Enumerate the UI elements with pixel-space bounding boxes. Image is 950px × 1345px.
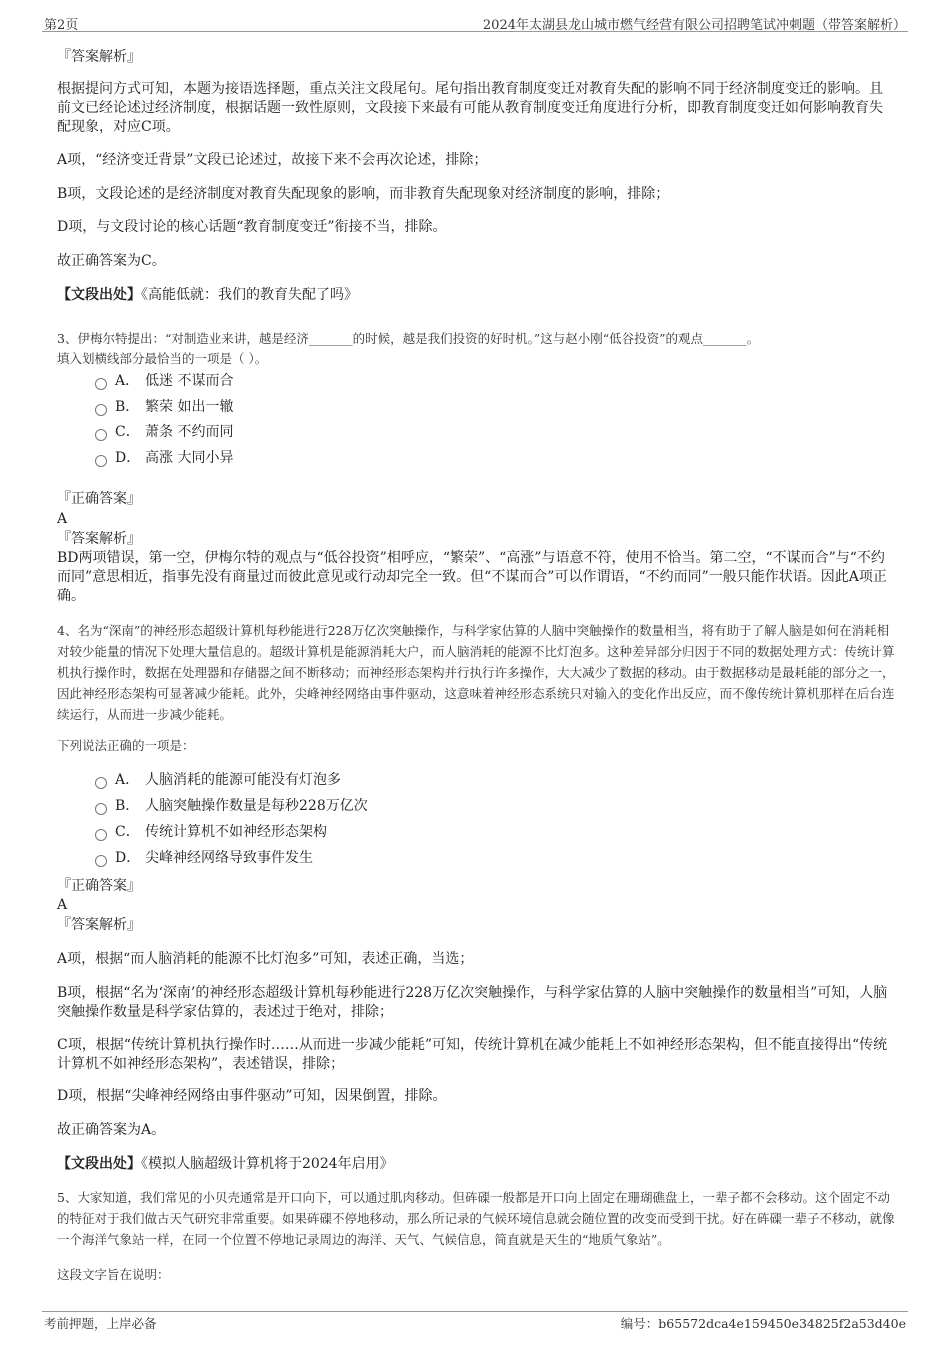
option-text: 低迷 不谋而合 [145, 373, 234, 389]
option-letter: A． [115, 772, 140, 788]
option-text: 萧条 不约而同 [145, 424, 234, 440]
radio-button[interactable] [95, 455, 107, 467]
option-text: 人脑突触操作数量是每秒228万亿次 [145, 798, 368, 814]
radio-button[interactable] [95, 803, 107, 815]
radio-button[interactable] [95, 404, 107, 416]
q2-analysis-option-b: B项，文段论述的是经济制度对教育失配现象的影响，而非教育失配现象对经济制度的影响，排除； [57, 186, 670, 202]
q3-option-d[interactable] [95, 448, 233, 468]
page-number: 第2页 [44, 18, 79, 33]
radio-button[interactable] [95, 378, 107, 390]
q4-option-d[interactable] [95, 848, 313, 868]
q4-stem: 4、名为“深南”的神经形态超级计算机每秒能进行228万亿次突触操作，与科学家估算的人脑中突触操作的数量相当，将有助于了解人脑是如何在消耗相对较少能量的情况下处理大量信息的。超级计算机是能源消耗大户，而人脑消耗的能源不比灯泡多。这种差异部分归因于不同的数据处理方式：传统计算机执行操作时，数据在处理器和存储器之间不断移动；而神经形态架构并行执行许多操作，大大减少了数据的移动。由于数据移动是最耗能的部分之一，因此神经形态架构可显著减少能耗。此外，尖峰神经网络由事件驱动，这意味着神经形态系统只对输入的变化作出反应，而不像传统计算机那样在后台连续运行，从而进一步减少能耗。 [57, 623, 895, 722]
q4-conclusion: 故正确答案为A。 [57, 1122, 166, 1138]
q3-stem: 3、伊梅尔特提出：“对制造业来讲，越是经济_______的时候，越是我们投资的好时机。”这与赵小刚“低谷投资”的观点_______。 [57, 331, 760, 346]
q4-option-b[interactable] [95, 796, 368, 816]
option-letter: D． [115, 450, 141, 466]
option-letter: A． [115, 373, 140, 389]
q3-answer-label: 『正确答案』 [57, 491, 141, 507]
q4-source-title: 《模拟人脑超级计算机将于2024年启用》 [141, 1156, 394, 1172]
option-letter: D． [115, 850, 141, 866]
q2-source [57, 286, 895, 305]
q2-analysis-paragraph: 根据提问方式可知，本题为接语选择题，重点关注文段尾句。尾句指出教育制度变迁对教育失配的影响不同于经济制度变迁的影响。且前文已经论述过经济制度，根据话题一致性原则，文段接下来最有可能从教育制度变迁角度进行分析，即教育制度变迁如何影响教育失配现象，对应C项。 [57, 81, 883, 135]
footer-document-id: 编号：b65572dca4e159450e34825f2a53d40e [620, 1316, 906, 1331]
q2-analysis-label: 『答案解析』 [57, 49, 141, 65]
q3-analysis: BD两项错误，第一空，伊梅尔特的观点与“低谷投资”相呼应，“繁荣”、“高涨”与语意不符，使用不恰当。第二空，“不谋而合”与“不约而同”意思相近，指事先没有商量过而彼此意见或行动却完全一致。但“不谋而合”可以作谓语，“不约而同”一般只能作状语。因此A项正确。 [57, 550, 887, 604]
option-letter: B． [115, 798, 140, 814]
option-text: 高涨 大同小异 [145, 450, 234, 466]
document-title: 2024年太湖县龙山城市燃气经营有限公司招聘笔试冲刺题（带答案解析） [482, 18, 906, 33]
q3-option-b[interactable] [95, 397, 233, 417]
q4-analysis-option-c: C项，根据“传统计算机执行操作时……从而进一步减少能耗”可知，传统计算机在减少能耗上不如神经形态架构，但不能直接得出“传统计算机不如神经形态架构”，表述错误，排除； [57, 1037, 888, 1072]
q4-option-c[interactable] [95, 822, 327, 842]
option-letter: C． [115, 824, 140, 840]
footer-divider [42, 1311, 908, 1312]
footer-slogan: 考前押题，上岸必备 [44, 1316, 157, 1331]
option-letter: B． [115, 399, 140, 415]
radio-button[interactable] [95, 855, 107, 867]
q2-source-label: 【文段出处】 [57, 287, 141, 303]
option-text: 人脑消耗的能源可能没有灯泡多 [145, 772, 341, 788]
q2-analysis-option-d: D项，与文段讨论的核心话题“教育制度变迁”衔接不当，排除。 [57, 219, 447, 235]
option-text: 尖峰神经网络导致事件发生 [145, 850, 313, 866]
q4-source [57, 1155, 895, 1174]
q4-analysis-label: 『答案解析』 [57, 917, 141, 933]
radio-button[interactable] [95, 777, 107, 789]
radio-button[interactable] [95, 829, 107, 841]
option-text: 繁荣 如出一辙 [145, 399, 234, 415]
q4-source-label: 【文段出处】 [57, 1156, 141, 1172]
q2-conclusion: 故正确答案为C。 [57, 253, 166, 269]
q4-option-a[interactable] [95, 770, 341, 790]
q4-analysis-option-a: A项，根据“而人脑消耗的能源不比灯泡多”可知，表述正确，当选； [57, 951, 474, 967]
q3-analysis-label: 『答案解析』 [57, 531, 141, 547]
q2-source-title: 《高能低就：我们的教育失配了吗》 [141, 287, 358, 303]
q4-question: 下列说法正确的一项是： [57, 738, 195, 753]
option-text: 传统计算机不如神经形态架构 [145, 824, 327, 840]
q2-analysis-option-a: A项，“经济变迁背景”文段已论述过，故接下来不会再次论述，排除； [57, 152, 488, 168]
q5-question: 这段文字旨在说明： [57, 1267, 170, 1282]
q4-analysis-option-b: B项，根据“名为‘深南’的神经形态超级计算机每秒能进行228万亿次突触操作，与科学家估算的人脑中突触操作的数量相当”可知，人脑突触操作数量是科学家估算的，表述过于绝对，排除； [57, 985, 888, 1020]
q4-answer: A [57, 897, 68, 913]
q3-instruction: 填入划横线部分最恰当的一项是（ ）。 [57, 351, 268, 366]
q5-stem: 5、大家知道，我们常见的小贝壳通常是开口向下，可以通过肌肉移动。但砗磲一般都是开口向上固定在珊瑚礁盘上，一辈子都不会移动。这个固定不动的特征对于我们做古天气研究非常重要。如果砗磲不停地移动，那么所记录的气候环境信息就会随位置的改变而受到干扰。好在砗磲一辈子不移动，就像一个海洋气象站一样，在同一个位置不停地记录周边的海洋、天气、气候信息，简直就是天生的“地质气象站”。 [57, 1190, 895, 1247]
q4-analysis-option-d: D项，根据“尖峰神经网络由事件驱动”可知，因果倒置，排除。 [57, 1088, 447, 1104]
q3-option-a[interactable] [95, 371, 233, 391]
q3-answer: A [57, 511, 68, 527]
q4-answer-label: 『正确答案』 [57, 878, 141, 894]
option-letter: C． [115, 424, 140, 440]
q3-option-c[interactable] [95, 422, 233, 442]
header-divider [42, 31, 908, 32]
radio-button[interactable] [95, 429, 107, 441]
